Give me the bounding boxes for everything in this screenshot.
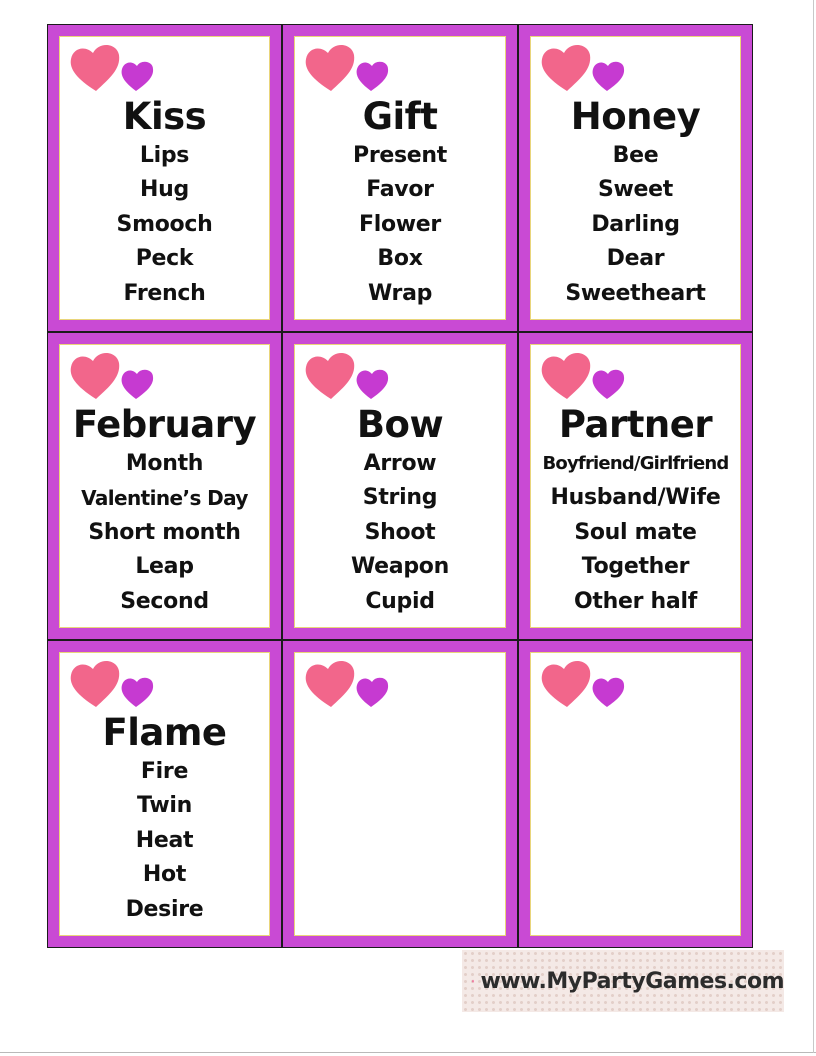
hearts-icon — [300, 347, 400, 403]
game-card — [47, 640, 282, 948]
game-card — [282, 332, 518, 640]
taboo-word: Short month — [88, 519, 241, 545]
taboo-word: Bee — [612, 143, 659, 168]
taboo-word: Husband/Wife — [550, 485, 721, 511]
taboo-word: Hug — [140, 177, 189, 203]
game-card — [518, 332, 753, 640]
taboo-word-list — [351, 447, 449, 619]
taboo-word: Second — [120, 588, 209, 614]
taboo-word: Dear — [606, 246, 665, 272]
taboo-word: Peck — [135, 246, 194, 272]
taboo-word: Darling — [591, 211, 680, 237]
hearts-icon — [536, 39, 636, 95]
card-inner — [294, 652, 506, 936]
game-card — [47, 332, 282, 640]
game-card — [282, 24, 518, 332]
taboo-word: Weapon — [351, 554, 449, 580]
card-title: Flame — [102, 711, 227, 754]
gift-box-icon — [472, 954, 474, 1008]
hearts-icon — [65, 347, 165, 403]
game-card-blank — [282, 640, 518, 948]
taboo-word: Favor — [366, 177, 434, 203]
taboo-word: Present — [353, 143, 447, 168]
taboo-word: French — [123, 280, 206, 306]
taboo-word: Leap — [135, 554, 194, 580]
taboo-word: Boyfriend/Girlfriend — [542, 453, 729, 474]
taboo-word: Box — [377, 246, 423, 272]
taboo-word-list — [353, 139, 447, 311]
game-card-grid — [47, 24, 753, 948]
hearts-icon — [65, 39, 165, 95]
hearts-icon — [536, 347, 636, 403]
logo-text: www.MyPartyGames.com — [480, 968, 784, 994]
page-edge-right — [813, 0, 814, 1053]
taboo-word: Arrow — [363, 451, 437, 476]
taboo-word: Heat — [135, 827, 194, 853]
card-inner — [530, 652, 741, 936]
taboo-word: Other half — [574, 588, 697, 614]
game-card-blank — [518, 640, 753, 948]
game-card — [518, 24, 753, 332]
taboo-word: String — [362, 485, 438, 511]
taboo-word: Fire — [140, 759, 189, 784]
card-inner — [59, 652, 270, 936]
card-title: Kiss — [122, 95, 207, 138]
taboo-word: Desire — [125, 896, 204, 922]
taboo-word: Lips — [139, 143, 190, 168]
hearts-icon — [65, 655, 165, 711]
card-inner — [294, 344, 506, 628]
taboo-word: Flower — [359, 211, 441, 237]
taboo-word: Hot — [142, 862, 187, 888]
page-edge-bottom — [0, 1052, 816, 1053]
card-title: Bow — [356, 403, 444, 446]
taboo-word-list — [117, 139, 213, 311]
taboo-word: Sweetheart — [565, 280, 706, 306]
card-inner — [530, 344, 741, 628]
site-logo — [462, 950, 784, 1012]
taboo-word-list — [126, 755, 204, 927]
taboo-word: Valentine’s Day — [81, 486, 248, 511]
taboo-word: Sweet — [597, 177, 673, 203]
taboo-word: Soul mate — [574, 519, 697, 545]
taboo-word: Cupid — [365, 588, 435, 614]
taboo-word: Smooch — [116, 211, 213, 237]
taboo-word: Wrap — [367, 280, 433, 306]
card-title: Honey — [570, 95, 701, 138]
taboo-word-list — [543, 447, 729, 619]
card-title: Gift — [362, 95, 438, 138]
card-inner — [530, 36, 741, 320]
hearts-icon — [536, 655, 636, 711]
card-inner — [294, 36, 506, 320]
taboo-word: Shoot — [364, 519, 436, 545]
taboo-word-list — [81, 447, 248, 619]
hearts-icon — [300, 655, 400, 711]
taboo-word: Twin — [137, 793, 192, 819]
card-inner — [59, 36, 270, 320]
card-inner — [59, 344, 270, 628]
hearts-icon — [300, 39, 400, 95]
taboo-word-list — [565, 139, 705, 311]
taboo-word: Together — [581, 554, 690, 580]
card-title: Partner — [558, 403, 713, 446]
card-title: February — [72, 403, 257, 446]
game-card — [47, 24, 282, 332]
taboo-word: Month — [125, 451, 204, 476]
